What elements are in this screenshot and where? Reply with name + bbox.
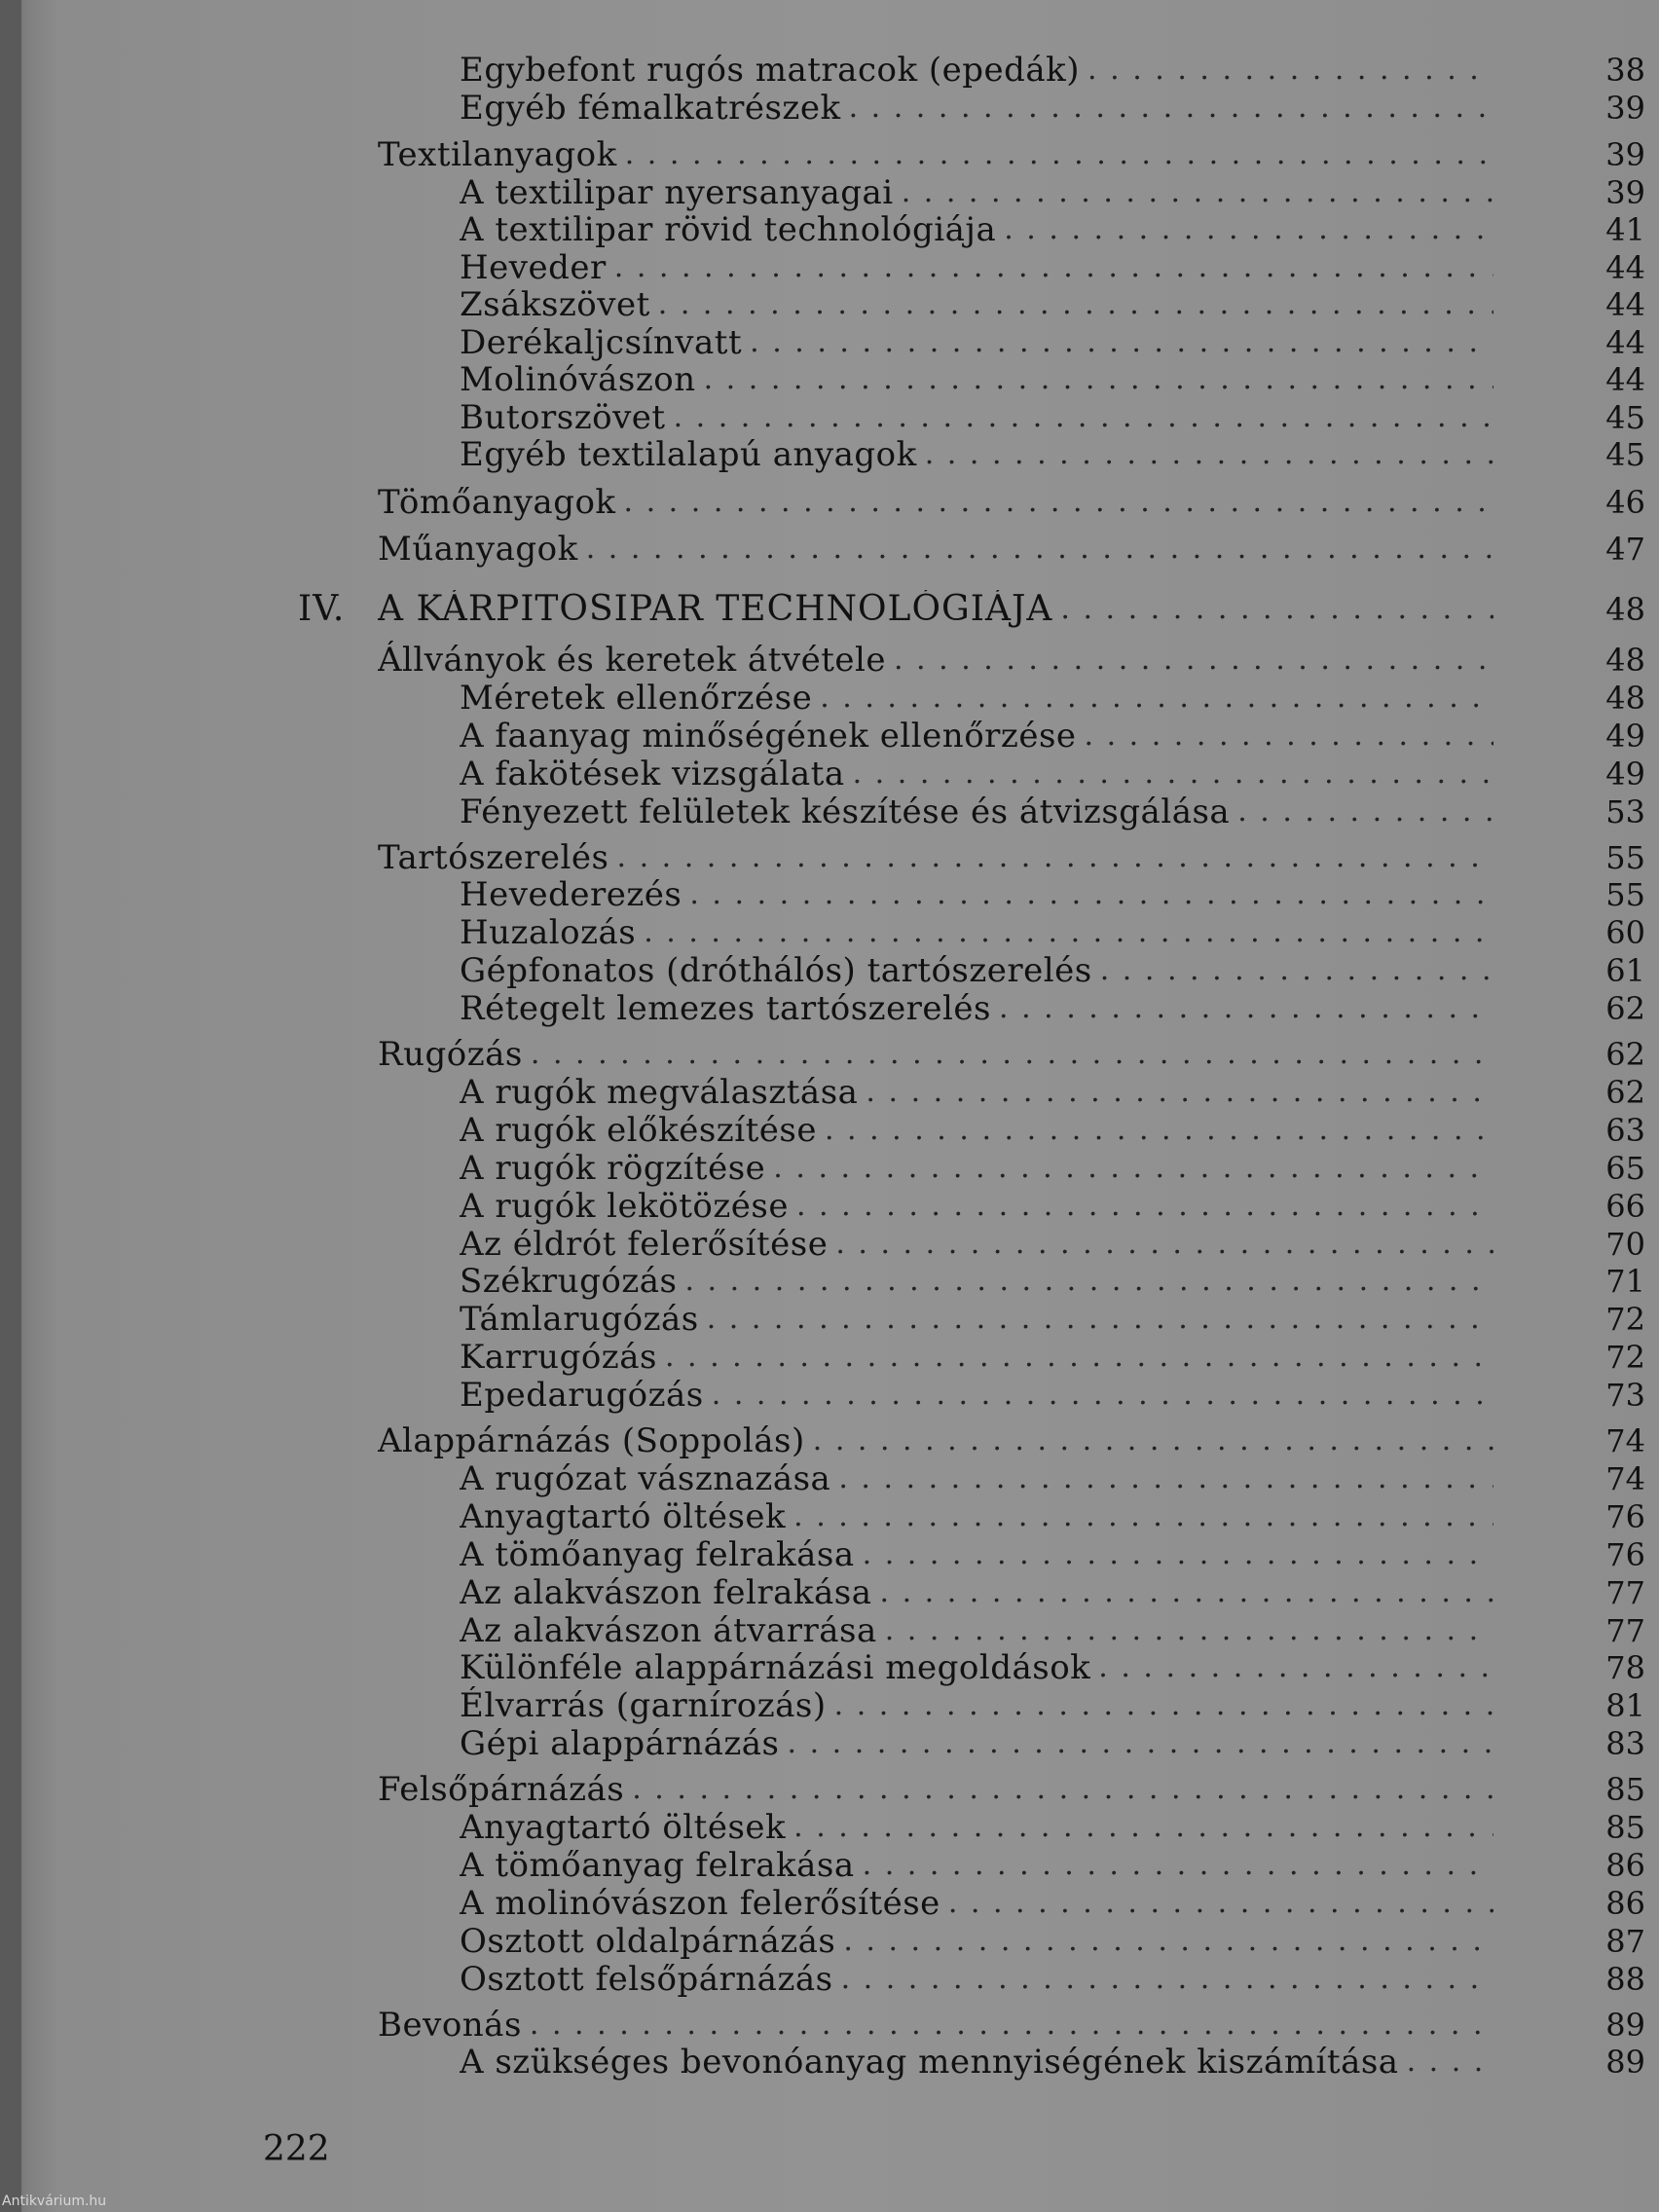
toc-entry [378,1421,1493,1460]
toc-entry-title: Az alakvászon átvarrása [460,1610,877,1650]
toc-entry-title: Az éldrót felerősítése [460,1224,829,1264]
toc-page-number: 45 [1605,436,1645,473]
toc-entry [460,1459,1493,1498]
dot-leader [858,1073,1493,1112]
toc-page-number: 74 [1605,1422,1645,1459]
dot-leader [991,989,1493,1028]
toc-entry [460,1686,1493,1725]
toc-entry [460,1960,1493,1999]
toc-entry [460,989,1493,1028]
dot-leader [817,1111,1493,1150]
toc-entry-title: Anyagtartó öltések [460,1496,787,1536]
toc-entry-title: A rugók előkészítése [460,1110,817,1150]
dot-leader [1399,2043,1493,2082]
dot-leader [835,1922,1493,1961]
dot-leader [886,641,1493,680]
toc-entry [460,210,1493,249]
dot-leader [523,1035,1493,1074]
toc-page-number: 89 [1605,2044,1645,2082]
dot-leader [812,679,1493,718]
toc-entry-title: A rugózat vásznazása [460,1458,831,1498]
toc-entry-title: Különféle alappárnázási megoldások [460,1648,1091,1688]
toc-entry-title: A rugók lekötözése [460,1186,789,1226]
dot-leader [682,875,1493,914]
toc-page-number: 44 [1605,361,1645,398]
toc-entry-title: A faanyag minőségének ellenőrzése [460,716,1077,756]
toc-entry-title: Osztott oldalpárnázás [460,1921,836,1961]
toc-entry [460,285,1493,324]
toc-entry [460,2043,1493,2082]
toc-entry [460,398,1493,437]
toc-entry-title: A tömőanyag felrakása [460,1845,855,1885]
toc-page-number: 86 [1605,1884,1645,1922]
toc-page-number: 89 [1605,2006,1645,2044]
toc-page-number: 62 [1605,990,1645,1028]
dot-leader [704,1376,1493,1415]
toc-entry [460,1300,1493,1339]
toc-entry-title: Butorszövet [460,397,666,437]
toc-page-number: 46 [1605,483,1645,521]
toc-page-number: 39 [1605,89,1645,127]
dot-leader [877,1611,1493,1650]
dot-leader [827,1686,1493,1725]
toc-page-number: 62 [1605,1036,1645,1073]
toc-page-number: 65 [1605,1149,1645,1187]
dot-leader [872,1573,1493,1612]
toc-page-number: 55 [1605,876,1645,914]
dot-leader [624,1770,1493,1809]
toc-page-number: 44 [1605,286,1645,323]
toc-entry [460,1573,1493,1612]
toc-entry-title: A rugók megválasztása [460,1072,859,1112]
dot-leader [617,135,1493,174]
toc-entry-title: Állványok és keretek átvétele [378,641,886,680]
dot-leader [841,89,1493,128]
toc-entry [460,1648,1493,1687]
toc-entry [460,1187,1493,1226]
dot-leader [699,1300,1493,1339]
toc-entry [378,1035,1493,1074]
toc-entry-title: Gépfonatos (dróthálós) tartószerelés [460,951,1092,991]
dot-leader [855,1846,1493,1885]
toc-entry [460,360,1493,399]
toc-entry [460,1611,1493,1650]
toc-page-number: 81 [1605,1687,1645,1725]
toc-entry [460,951,1493,990]
toc-entry [378,1770,1493,1809]
dot-leader [828,1225,1493,1264]
toc-entry [460,875,1493,914]
dot-leader [522,2006,1493,2045]
dot-leader [765,1149,1493,1188]
toc-entry [460,717,1493,756]
toc-page-number: 86 [1605,1846,1645,1884]
toc-entry [460,1884,1493,1923]
dot-leader [677,1262,1493,1301]
toc-page-number: 39 [1605,173,1645,211]
dot-leader [1080,51,1493,90]
toc-page-number: 88 [1605,1960,1645,1998]
toc-page-number: 85 [1605,1809,1645,1846]
toc-page-number: 38 [1605,52,1645,89]
toc-entry-title: Bevonás [378,2005,522,2045]
toc-entry-title: Molinóvászon [460,360,696,399]
watermark-text: Antikvárium.hu [2,2194,107,2209]
toc-entry-title: Rétegelt lemezes tartószerelés [460,989,992,1029]
toc-entry-title: Fényezett felületek készítése és átvizsgálása [460,792,1231,831]
dot-leader [996,210,1493,249]
toc-page-number: 41 [1605,211,1645,248]
dot-leader [805,1421,1493,1460]
toc-entry [460,1262,1493,1301]
toc-entry-title: Székrugózás [460,1262,678,1302]
toc-entry-title: A KÁRPITOSIPAR TECHNOLÓGIÁJA [378,590,1053,629]
toc-entry [460,248,1493,287]
toc-entry [378,135,1493,174]
chapter-heading [378,590,1493,629]
toc-entry-title: A molinóvászon felerősítése [460,1883,940,1923]
dot-leader [894,173,1493,212]
toc-entry-title: Zsákszövet [460,285,650,324]
toc-entry-title: Textilanyagok [378,135,617,174]
toc-entry [460,793,1493,831]
toc-page-number: 63 [1605,1111,1645,1149]
toc-entry [460,755,1493,793]
toc-page-number: 39 [1605,136,1645,173]
toc-entry [460,323,1493,362]
toc-entry-title: Élvarrás (garnírozás) [460,1686,827,1726]
dot-leader [1230,793,1493,831]
toc-page-number: 45 [1605,398,1645,436]
toc-page-number: 70 [1605,1225,1645,1263]
toc-entry [460,1922,1493,1961]
toc-entry [378,483,1493,522]
chapter-number: IV. [298,589,346,629]
toc-entry [460,173,1493,212]
toc-page-number: 55 [1605,838,1645,876]
dot-leader [696,360,1493,399]
toc-entry-title: Rugózás [378,1035,523,1074]
toc-entry-title: Epedarugózás [460,1376,704,1416]
toc-entry [460,1111,1493,1150]
toc-entry [460,1338,1493,1377]
dot-leader [940,1884,1493,1923]
dot-leader [1077,717,1493,756]
dot-leader [833,1960,1493,1999]
toc-entry [460,913,1493,952]
toc-page-number: 48 [1605,642,1645,679]
dot-leader [780,1724,1494,1763]
toc-page-number: 49 [1605,755,1645,793]
toc-page-number: 83 [1605,1725,1645,1763]
dot-leader [789,1187,1493,1226]
toc-entry-title: Karrugózás [460,1338,657,1378]
toc-entry-title: Heveder [460,247,607,287]
toc-entry [460,89,1493,128]
toc-page-number: 49 [1605,717,1645,755]
toc-entry [460,1149,1493,1188]
toc-entry [460,435,1493,474]
toc-entry [460,1225,1493,1264]
toc-page-number: 44 [1605,323,1645,361]
toc-page-number: 71 [1605,1263,1645,1301]
toc-page-number: 85 [1605,1771,1645,1809]
toc-entry-title: Egybefont rugós matracok (epedák) [460,51,1081,90]
toc-page-number: 44 [1605,248,1645,286]
dot-leader [636,913,1493,952]
toc-entry-title: Anyagtartó öltések [460,1808,787,1847]
toc-page-number: 76 [1605,1535,1645,1573]
toc-page-number: 77 [1605,1611,1645,1649]
toc-page-number: 87 [1605,1922,1645,1960]
toc-entry-title: Az alakvászon felrakása [460,1572,872,1612]
toc-entry [460,1535,1493,1574]
toc-entry-title: Tömőanyagok [378,482,616,522]
dot-leader [609,838,1494,877]
toc-page-number: 60 [1605,914,1645,952]
dot-leader [845,755,1493,793]
toc-entry [378,641,1493,680]
dot-leader [657,1338,1493,1377]
toc-entry-title: A textilipar rövid technológiája [460,210,997,249]
dot-leader [786,1808,1493,1847]
toc-entry [460,1376,1493,1415]
toc-entry [460,1808,1493,1847]
toc-entry-title: Huzalozás [460,913,637,953]
toc-entry-title: A textilipar nyersanyagai [460,172,894,212]
toc-entry-title: Méretek ellenőrzése [460,678,813,718]
toc-page-number: 48 [1605,679,1645,717]
page-folio: 222 [263,2129,330,2169]
toc-entry [378,838,1493,877]
toc-page-number: 66 [1605,1187,1645,1225]
toc-page-number: 53 [1605,793,1645,830]
toc-page-number: 77 [1605,1573,1645,1611]
toc-page-number: 72 [1605,1339,1645,1377]
toc-entry-title: Alappárnázás (Soppolás) [378,1421,805,1460]
toc-entry-title: Osztott felsőpárnázás [460,1959,833,1999]
toc-entry-title: A szükséges bevonóanyag mennyiségének kiszámítása [460,2043,1399,2083]
toc-entry-title: A tömőanyag felrakása [460,1534,855,1574]
toc-entry-title: A rugók rögzítése [460,1148,766,1188]
dot-leader [1090,1648,1493,1687]
toc-page-number: 62 [1605,1073,1645,1111]
toc-page-number: 76 [1605,1497,1645,1535]
dot-leader [616,483,1493,522]
toc-entry [460,1497,1493,1536]
toc-entry-title: Derékaljcsínvatt [460,322,743,362]
toc-entry [460,679,1493,718]
toc-entry-title: A fakötések vizsgálata [460,754,845,793]
toc-page-number: 61 [1605,952,1645,990]
dot-leader [578,530,1493,569]
toc-page-number: 74 [1605,1459,1645,1497]
dot-leader [786,1497,1493,1536]
toc-entry [378,2006,1493,2045]
dot-leader [855,1535,1493,1574]
toc-entry [378,530,1493,569]
dot-leader [666,398,1493,437]
toc-entry [460,1724,1493,1763]
toc-page-number: 48 [1605,591,1645,628]
toc-entry-title: Felsőpárnázás [378,1770,625,1810]
toc-page-number: 78 [1605,1649,1645,1687]
dot-leader [917,435,1493,474]
toc-entry [460,51,1493,90]
toc-entry-title: Tartószerelés [378,837,609,877]
toc-page-number: 47 [1605,531,1645,568]
toc-page-number: 73 [1605,1377,1645,1415]
toc-entry-title: Hevederezés [460,875,682,915]
toc-entry-title: Műanyagok [378,530,578,569]
toc-page-number: 72 [1605,1301,1645,1339]
toc-entry [460,1846,1493,1885]
dot-leader [1052,590,1493,629]
toc-entry-title: Támlarugózás [460,1300,699,1340]
dot-leader [742,323,1493,362]
dot-leader [650,285,1493,324]
toc-entry-title: Gépi alappárnázás [460,1724,780,1764]
dot-leader [1092,951,1493,990]
toc-entry-title: Egyéb textilalapú anyagok [460,435,917,474]
dot-leader [607,248,1493,287]
dot-leader [830,1459,1493,1498]
toc-entry-title: Egyéb fémalkatrészek [460,88,841,128]
toc-entry [460,1073,1493,1112]
